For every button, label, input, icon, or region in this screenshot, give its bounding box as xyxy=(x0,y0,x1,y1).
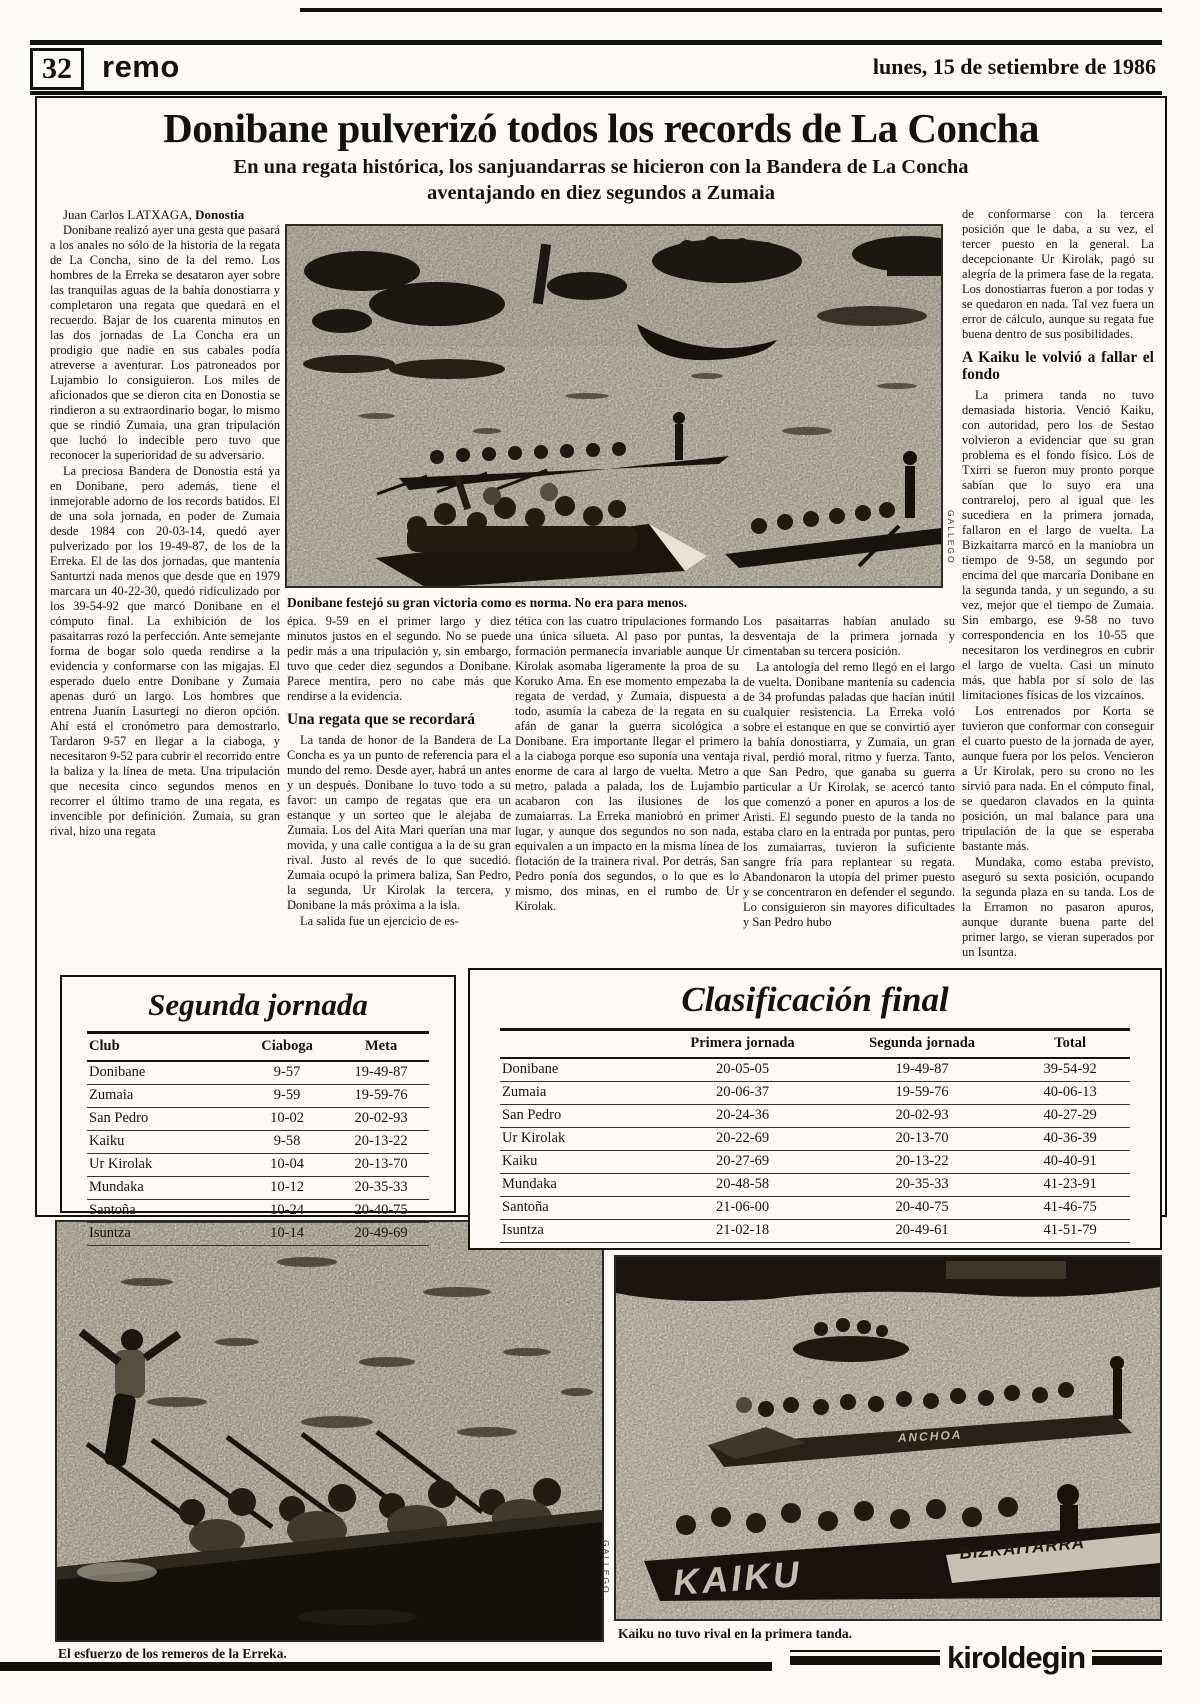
section-logo: remo xyxy=(102,49,180,84)
table-cell: 10-02 xyxy=(241,1108,333,1131)
table-cell: 20-48-58 xyxy=(651,1174,834,1197)
masthead-date: lunes, 15 de setiembre de 1986 xyxy=(872,54,1156,79)
article-paragraph: Los entrenados por Korta se tuvieron que conformar con conseguir el cuarto puesto de la jornada de ayer, aunque fuera por los pelos. Vencieron a Ur Kirolak, pero su crono no les sirvió para nada. En el cómputo final, se quedaron clavados en la quinta posición, un mal balance para una tripulación de la que se esperaba bastante más. xyxy=(962,704,1154,853)
table-cell: 41-46-75 xyxy=(1010,1197,1130,1220)
table-cell: Santoña xyxy=(87,1200,241,1223)
table-cell: 9-57 xyxy=(241,1061,333,1085)
footer-bar-left xyxy=(0,1662,772,1671)
headline: Donibane pulverizó todos los records de La Concha xyxy=(163,105,1039,151)
table-row xyxy=(500,1197,1130,1220)
article-paragraph: La primera tanda no tuvo demasiada historia. Venció Kaiku, con autoridad, pero los de Sestao volvieron a evidenciar que su gran problema es el fondo físico. Los de Txirri se fueron muy pronto porque sabían que lo suyo era una contrareloj, pero al igual que les sucediera en la primera jornada, fallaron en el largo de vuelta. La Bizkaitarra marcó en la maniobra un tiempo de 9-58, un segundo por encima del que marcaría Donibane en la segunda tanda, y un segundo, a su vez, mejor que el tiempo de Zumaia. Sin embargo, ese 9-58 no tuvo correspondencia en los 10-55 que necesitaron los verdinegros en cubrir el largo de vuelta. Casi un minuto más, que habla por sí solo de las limitaciones físicas de los vizcaínos. xyxy=(962,388,1154,702)
table-row xyxy=(87,1131,429,1154)
table-row xyxy=(500,1082,1130,1105)
main-photo-credit: GALLEGO xyxy=(946,510,956,565)
segunda-jornada-box xyxy=(60,975,456,1241)
article-column-1 xyxy=(50,207,280,961)
table-cell: Kaiku xyxy=(87,1131,241,1154)
article-box xyxy=(35,96,1167,1241)
table-row xyxy=(500,1058,1130,1082)
table-cell: 19-59-76 xyxy=(834,1082,1010,1105)
clasificacion-final-title: Clasificación final xyxy=(681,980,949,1019)
table-cell: 19-49-87 xyxy=(834,1058,1010,1082)
table-cell: 20-13-70 xyxy=(834,1128,1010,1151)
table-header-cell: Club xyxy=(87,1033,241,1062)
table-cell: 40-06-13 xyxy=(1010,1082,1130,1105)
article-paragraph: Los pasaitarras habían anulado su desventaja de la primera jornada y cimentaban su tercera posición. xyxy=(743,614,955,658)
clasificacion-final-table xyxy=(470,1028,1160,1243)
table-header-cell: Primera jornada xyxy=(651,1030,834,1059)
byline-author: Juan Carlos LATXAGA, xyxy=(63,207,196,222)
article-paragraph: La antología del remo llegó en el largo de vuelta. Donibane mantenía su cadencia de 34 profundas paladas que hacían inútil cualquier resistencia. La Erreka voló sobre el estanque en que se convirtió ayer la bahía donostiarra, y Zumaia, un gran rival, perdió moral, ritmo y fuerza. Tanto, que San Pedro, que ganaba su guerra particular a Ur Kirolak, se acercó tanto que comenzó a poner en apuros a los de Aristi. El segundo puesto de la tanda no estaba claro en la entrada por puntas, pero los zumaiarras, tuvieron la suficiente sangre fría para replantear su regata. Abandonaron la utopía del primer puesto y se concentraron en defender el segundo. Lo consiguieron sin mayores dificultades y San Pedro hubo xyxy=(743,660,955,929)
clasificacion-final-box xyxy=(468,968,1162,1250)
table-cell: 19-59-76 xyxy=(333,1085,429,1108)
table-header-cell: Segunda jornada xyxy=(834,1030,1010,1059)
page-number: 32 xyxy=(42,52,72,85)
table-cell: Isuntza xyxy=(87,1223,241,1246)
table-cell: 10-24 xyxy=(241,1200,333,1223)
table-cell: 20-40-75 xyxy=(333,1200,429,1223)
table-cell: San Pedro xyxy=(500,1105,651,1128)
table-cell: San Pedro xyxy=(87,1108,241,1131)
table-row xyxy=(500,1174,1130,1197)
article-paragraph: Mundaka, como estaba previsto, aseguró su sexta posición, ocupando la segunda plaza en su tanda. Los de la Erramon no pasaron apuros, aunque durante buena parte del primer largo, se vieran superados por un Isuntza. xyxy=(962,855,1154,959)
table-cell: 21-06-00 xyxy=(651,1197,834,1220)
table-row xyxy=(87,1108,429,1131)
subheadline-line2: aventajando en diez segundos a Zumaia xyxy=(427,182,775,204)
stats-table xyxy=(500,1028,1130,1243)
table-cell: 9-58 xyxy=(241,1131,333,1154)
table-row xyxy=(500,1128,1130,1151)
table-cell: Isuntza xyxy=(500,1220,651,1243)
table-cell: 39-54-92 xyxy=(1010,1058,1130,1082)
bottom-right-photo-image xyxy=(616,1257,1160,1619)
section-subhead: Una regata que se recordará xyxy=(287,711,475,728)
table-cell: Donibane xyxy=(87,1061,241,1085)
table-cell: 40-40-91 xyxy=(1010,1151,1130,1174)
boat-lettering-kaiku: KAIKU xyxy=(671,1553,804,1603)
table-header-cell: Ciaboga xyxy=(241,1033,333,1062)
table-cell: 40-36-39 xyxy=(1010,1128,1130,1151)
table-cell: Ur Kirolak xyxy=(87,1154,241,1177)
table-cell: Santoña xyxy=(500,1197,651,1220)
table-header-cell: Meta xyxy=(333,1033,429,1062)
boat-lettering-anchoa: ANCHOA xyxy=(897,1427,963,1445)
article-paragraph: épica. 9-59 en el primer largo y diez minutos justos en el segundo. No se puede pedir más a una tripulación y, sin embargo, tuvo que ceder diez segundos a Donibane. Parece mentira, pero no cabe más que rendirse a la evidencia. xyxy=(287,614,511,703)
article-paragraph: Donibane realizó ayer una gesta que pasará a los anales no sólo de la historia de la regata de La Concha, sino de la del remo. Los hombres de la Erreka se desataron ayer sobre las tranquilas aguas de la bahía donostiarra y completaron una regata que quedará en el recuerdo. Bajar de los cuarenta minutos en las dos jornadas de La Concha era un prodigio que nadie en sus cabales podía atreverse a aventurar. Los patroneados por Lujambio lo consiguieron. Los miles de aficionados que se dieron cita en Donostia se rindieron a su extraordinario bogar, lo mismo que se rindió Zumaia, una gran tripulación que luchó lo indecible pero tuvo que reconocer la superioridad de su adversario. xyxy=(50,223,280,462)
table-cell: Zumaia xyxy=(500,1082,651,1105)
bottom-left-photo-credit: GALLEGO xyxy=(601,1540,611,1595)
table-cell: 20-35-33 xyxy=(834,1174,1010,1197)
table-cell: 10-12 xyxy=(241,1177,333,1200)
table-row xyxy=(87,1223,429,1246)
table-cell: 20-02-93 xyxy=(333,1108,429,1131)
table-cell: 20-13-22 xyxy=(834,1151,1010,1174)
table-cell: 20-35-33 xyxy=(333,1177,429,1200)
table-cell: 41-51-79 xyxy=(1010,1220,1130,1243)
table-cell: 20-27-69 xyxy=(651,1151,834,1174)
table-header-row xyxy=(500,1030,1130,1059)
stats-table xyxy=(87,1031,429,1246)
table-cell: 20-22-69 xyxy=(651,1128,834,1151)
table-cell: Ur Kirolak xyxy=(500,1128,651,1151)
bottom-right-caption: Kaiku no tuvo rival en la primera tanda. xyxy=(618,1626,853,1641)
masthead xyxy=(30,40,1162,95)
table-cell: 21-02-18 xyxy=(651,1220,834,1243)
table-cell: Mundaka xyxy=(87,1177,241,1200)
table-row xyxy=(87,1177,429,1200)
table-cell: 19-49-87 xyxy=(333,1061,429,1085)
table-cell: 20-06-37 xyxy=(651,1082,834,1105)
table-cell: 10-14 xyxy=(241,1223,333,1246)
table-cell: Mundaka xyxy=(500,1174,651,1197)
table-cell: 20-49-61 xyxy=(834,1220,1010,1243)
table-cell: 20-49-69 xyxy=(333,1223,429,1246)
table-cell: 20-13-70 xyxy=(333,1154,429,1177)
table-row xyxy=(87,1154,429,1177)
table-row xyxy=(500,1151,1130,1174)
boat-lettering-bizkaitarra: BIZKAITARRA xyxy=(958,1533,1086,1563)
table-cell: Kaiku xyxy=(500,1151,651,1174)
table-cell: 20-05-05 xyxy=(651,1058,834,1082)
article-column-2 xyxy=(287,614,511,964)
segunda-jornada-table xyxy=(62,1031,454,1246)
segunda-jornada-title: Segunda jornada xyxy=(148,987,368,1022)
table-row xyxy=(87,1200,429,1223)
table-cell: 20-24-36 xyxy=(651,1105,834,1128)
page-number-box xyxy=(30,48,84,90)
table-row xyxy=(500,1105,1130,1128)
table-cell: 40-27-29 xyxy=(1010,1105,1130,1128)
table-header-cell xyxy=(500,1030,651,1059)
table-cell: 10-04 xyxy=(241,1154,333,1177)
section-subhead: A Kaiku le volvió a fallar el fondo xyxy=(962,349,1154,383)
table-row xyxy=(500,1220,1130,1243)
top-rule xyxy=(300,8,1162,12)
byline-place: Donostia xyxy=(195,207,245,222)
table-row xyxy=(87,1085,429,1108)
table-cell: Zumaia xyxy=(87,1085,241,1108)
bottom-left-photo-image xyxy=(57,1222,602,1640)
table-header-row xyxy=(87,1033,429,1062)
article-paragraph: La tanda de honor de la Bandera de La Concha es ya un punto de referencia para el mundo del remo. Desde ayer, habrá un antes y un después. Donibane lo tuvo todo a su favor: un campo de regatas que era un estanque y un sorteo que le alejaba de Zumaia. Los del Aita Mari querían una mar movida, y una calle contigua a la de su gran rival. Justo al revés de lo que sucedió. Zumaia ocupó la primera baliza, San Pedro, la segunda, Ur Kirolak la tercera, y Donibane la más próxima a la isla. xyxy=(287,733,511,912)
byline xyxy=(50,207,280,222)
table-cell: Donibane xyxy=(500,1058,651,1082)
bottom-right-photo xyxy=(614,1255,1162,1621)
article-paragraph: tética con las cuatro tripulaciones formando una única silueta. Al paso por puntas, la formación permanecía invariable aunque Ur Kirolak asomaba ligeramente la proa de su Koruko Ama. En ese momento empezaba la regata de verdad, y Zumaia, dispuesta a todo, asumía la cabeza de la regata en su afán de ganar la guerra sicológica a Donibane. Era importante llegar el primero a la ciaboga porque eso suponía una ventaja enorme de cara al largo de vuelta. Metro a metro, palada a palada, los de Lujambio acabaron con las ilusiones de los zumaiarras. La Erreka maniobró en primer lugar, y aunque dos segundos no son nada, equivalen a un impacto en la misma línea de flotación de la trainera rival. Por detrás, San Pedro ponía dos segundos, o lo que es lo mismo, dos minas, en el rumbo de Ur Kirolak. xyxy=(515,614,739,913)
main-photo-caption: Donibane festejó su gran victoria como es norma. No era para menos. xyxy=(287,595,688,610)
table-cell: 9-59 xyxy=(241,1085,333,1108)
article-paragraph: La salida fue un ejercicio de es- xyxy=(300,914,459,928)
table-cell: 20-13-22 xyxy=(333,1131,429,1154)
main-photo xyxy=(285,224,943,588)
article-column-4 xyxy=(743,614,955,964)
bottom-left-caption: El esfuerzo de los remeros de la Erreka. xyxy=(58,1646,287,1661)
table-row xyxy=(87,1061,429,1085)
subheadline-line1: En una regata histórica, los sanjuandarras se hicieron con la Bandera de La Concha xyxy=(233,156,969,178)
article-paragraph: de conformarse con la tercera posición que le daba, a su vez, el tercer puesto en la general. La decepcionante Ur Kirolak, pagó su alegría de la primera fase de la regata. Los donostiarras fueron a por todas y se quedaron en nada. Tal vez fuera un error de cálculo, aunque su regata fue buena dentro de sus posibilidades. xyxy=(962,207,1154,341)
table-cell: 20-40-75 xyxy=(834,1197,1010,1220)
table-header-cell: Total xyxy=(1010,1030,1130,1059)
article-paragraph: La preciosa Bandera de Donostia está ya en Donibane, pero además, tiene el inmejorable adorno de los records batidos. El de una sola jornada, en poder de Zumaia desde 1984 con 20-03-14, quedó ayer pulverizado por los 19-49-87, de los de la Erreka. El de las dos jornadas, que mantenía Santurtzi nada menos que desde que en 1979 marcara un 40-22-30, quedó ridiculizado por los 39-54-92 que marcó Donibane en el cómputo final. La exhibición de los pasaitarras rozó la perfección. Ante semejante forma de bogar solo queda rendirse a la evidencia y conformarse con las migajas. El esperado duelo entre Donibane y Zumaia apenas duró un largo. Los hombres que entrena Juanín Lasurtegi no dieron opción. Ahí está el cronómetro para demostrarlo. Tardaron 9-57 en llegar a la ciaboga, y necesitaron 9-52 para cubrir el recorrido entre la baliza y la línea de meta. Una tripulación que necesita cinco segundos menos en recorrer el último tramo de una regata, es invencible por definición. Zumaia, su gran rival, hizo una regata xyxy=(50,464,280,838)
main-photo-image xyxy=(287,226,941,586)
table-cell: 20-02-93 xyxy=(834,1105,1010,1128)
article-column-3 xyxy=(515,614,739,964)
table-cell: 41-23-91 xyxy=(1010,1174,1130,1197)
bottom-left-photo xyxy=(55,1220,604,1642)
footer-logo: kiroldegin xyxy=(940,1640,1092,1676)
